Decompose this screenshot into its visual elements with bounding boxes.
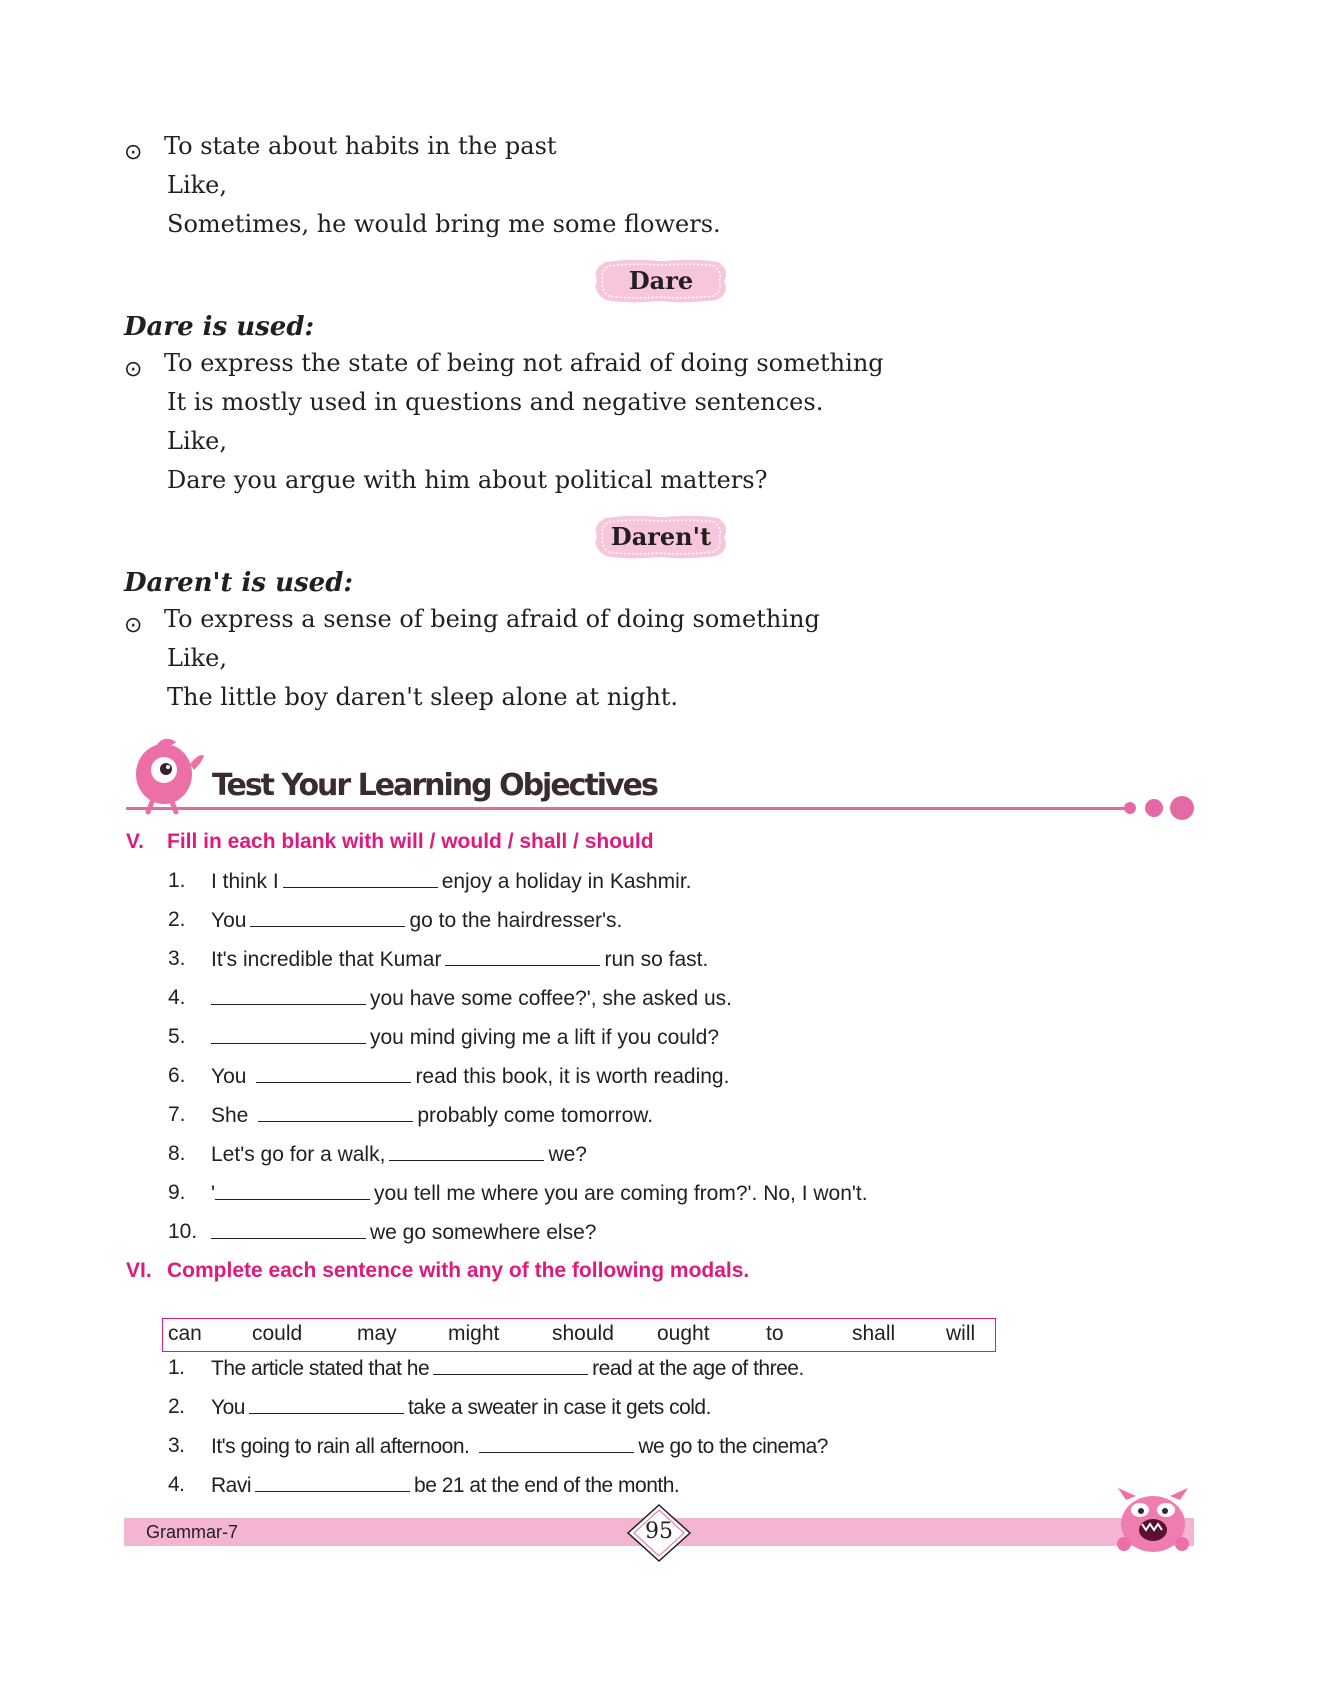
answer-blank[interactable] (211, 986, 366, 1005)
item-number: 3. (168, 947, 186, 970)
list-item (168, 1064, 1068, 1092)
item-number: 4. (168, 1473, 185, 1496)
section-heading: Dare is used: (124, 312, 315, 342)
banner-rule (126, 807, 1134, 810)
answer-blank[interactable] (255, 1473, 410, 1492)
list-item (168, 986, 1068, 1014)
item-number: 8. (168, 1142, 186, 1165)
exercise-label: VI. (126, 1259, 152, 1282)
bullet-text: To state about habits in the past (164, 132, 557, 160)
item-text-before: The article stated that he (211, 1357, 430, 1380)
monster-mascot-icon (1110, 1486, 1196, 1556)
banner-dots-icon (1120, 794, 1200, 822)
modal-word: might (448, 1322, 500, 1345)
list-item (168, 1434, 1068, 1462)
item-text-before: You (211, 909, 247, 932)
section-heading: Daren't is used: (124, 568, 353, 598)
item-number: 7. (168, 1103, 186, 1126)
list-item (168, 1142, 1068, 1170)
item-text-after: enjoy a holiday in Kashmir. (441, 870, 692, 893)
footer-book-title: Grammar-7 (146, 1522, 239, 1542)
item-text-after: probably come tomorrow. (417, 1104, 654, 1127)
answer-blank[interactable] (249, 1395, 404, 1414)
banner-title: Test Your Learning Objectives (212, 768, 657, 803)
answer-blank[interactable] (258, 1103, 413, 1122)
item-text-after: go to the hairdresser's. (409, 909, 623, 932)
answer-blank[interactable] (215, 1181, 370, 1200)
example-sentence: Sometimes, he would bring me some flowers. (167, 210, 721, 238)
item-number: 1. (168, 1356, 185, 1379)
darent-pill (592, 514, 730, 560)
list-item (168, 908, 1068, 936)
modal-word: should (552, 1322, 614, 1345)
item-number: 6. (168, 1064, 186, 1087)
exercise-instruction: Complete each sentence with any of the following modals. (167, 1259, 750, 1282)
modal-word: shall (852, 1322, 896, 1345)
bullet-icon: ⊙ (124, 612, 143, 637)
modal-word: can (168, 1322, 202, 1345)
exercise-label: V. (126, 830, 144, 853)
item-text-after: we go somewhere else? (370, 1221, 597, 1244)
item-number: 2. (168, 908, 186, 931)
item-text-before: She (211, 1104, 249, 1127)
item-number: 5. (168, 1025, 186, 1048)
bullet-icon: ⊙ (124, 356, 143, 381)
list-item (168, 869, 1068, 897)
item-text-after: you mind giving me a lift if you could? (370, 1026, 720, 1049)
answer-blank[interactable] (211, 1025, 366, 1044)
item-number: 2. (168, 1395, 185, 1418)
pill-label: Daren't (610, 522, 712, 551)
answer-blank[interactable] (445, 947, 600, 966)
answer-blank[interactable] (256, 1064, 411, 1083)
modal-word: will (946, 1322, 976, 1345)
item-number: 9. (168, 1181, 186, 1204)
item-text-before: It's incredible that Kumar (211, 948, 442, 971)
page-number: 95 (645, 1519, 673, 1544)
answer-blank[interactable] (389, 1142, 544, 1161)
item-text-after: run so fast. (604, 948, 709, 971)
item-number: 4. (168, 986, 186, 1009)
note-text: It is mostly used in questions and negative sentences. (167, 388, 824, 416)
list-item (168, 1025, 1068, 1053)
item-number: 3. (168, 1434, 185, 1457)
mascot-icon (126, 732, 210, 816)
item-text-before: I think I (211, 870, 279, 893)
item-text-before: ' (211, 1182, 216, 1205)
list-item (168, 1181, 1068, 1209)
item-text-after: read at the age of three. (592, 1357, 804, 1380)
item-text-after: you have some coffee?', she asked us. (370, 987, 733, 1010)
item-text-before: Let's go for a walk, (211, 1143, 386, 1166)
item-text-after: we? (548, 1143, 587, 1166)
item-text-after: take a sweater in case it gets cold. (407, 1396, 711, 1419)
modal-word: to (766, 1322, 784, 1345)
item-text-after: read this book, it is worth reading. (415, 1065, 730, 1088)
item-number: 10. (168, 1220, 198, 1243)
list-item (168, 1103, 1068, 1131)
item-text-before: Ravi (211, 1474, 252, 1497)
item-text-after: we go to the cinema? (638, 1435, 828, 1458)
list-item (168, 1220, 1068, 1248)
list-item (168, 1473, 1068, 1501)
modal-word: may (357, 1322, 397, 1345)
item-text-after: you tell me where you are coming from?'. No, I won't. (374, 1182, 868, 1205)
bullet-text: To express the state of being not afraid of doing something (164, 349, 884, 377)
like-label: Like, (167, 644, 227, 672)
modal-word: could (252, 1322, 303, 1345)
dare-pill (592, 258, 730, 304)
list-item (168, 1395, 1068, 1423)
modal-word-box (162, 1318, 996, 1352)
item-text-before: You (211, 1065, 247, 1088)
answer-blank[interactable] (211, 1220, 366, 1239)
answer-blank[interactable] (283, 869, 438, 888)
answer-blank[interactable] (250, 908, 405, 927)
modal-word: ought (657, 1322, 710, 1345)
bullet-icon: ⊙ (124, 139, 143, 164)
bullet-text: To express a sense of being afraid of doing something (164, 605, 820, 633)
item-number: 1. (168, 869, 186, 892)
item-text-before: It's going to rain all afternoon. (211, 1435, 470, 1458)
like-label: Like, (167, 427, 227, 455)
answer-blank[interactable] (433, 1356, 588, 1375)
answer-blank[interactable] (479, 1434, 634, 1453)
list-item (168, 1356, 1068, 1384)
like-label: Like, (167, 171, 227, 199)
item-text-after: be 21 at the end of the month. (414, 1474, 680, 1497)
pill-label: Dare (628, 266, 694, 295)
list-item (168, 947, 1068, 975)
item-text-before: You (211, 1396, 245, 1419)
example-sentence: The little boy daren't sleep alone at night. (167, 683, 679, 711)
exercise-instruction: Fill in each blank with will / would / shall / should (167, 830, 654, 853)
example-sentence: Dare you argue with him about political matters? (167, 466, 768, 494)
